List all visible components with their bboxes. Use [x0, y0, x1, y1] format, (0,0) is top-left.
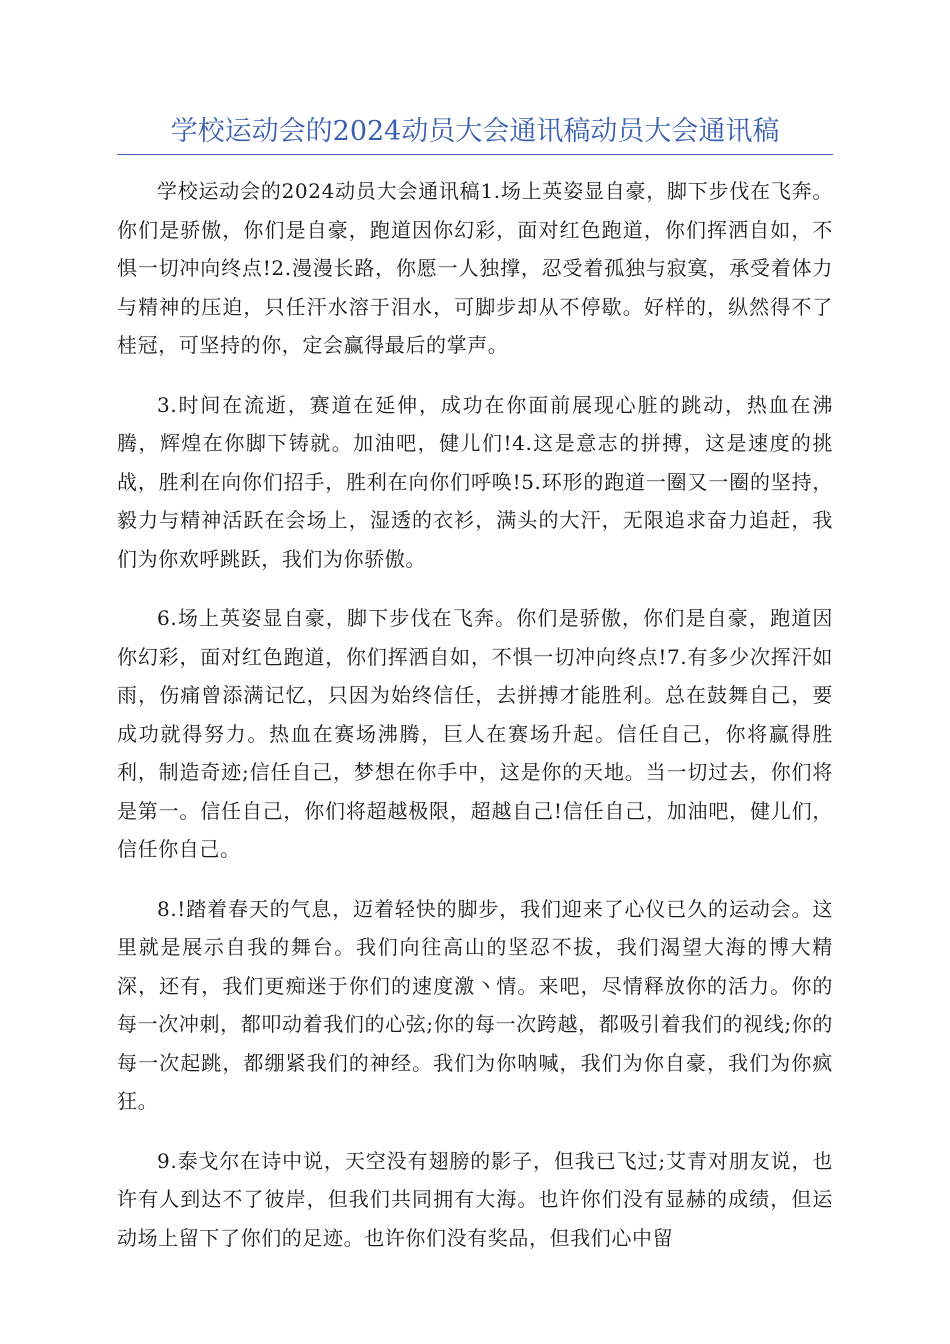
- title-underline: [117, 154, 833, 155]
- paragraph-3: 6.场上英姿显自豪，脚下步伐在飞奔。你们是骄傲，你们是自豪，跑道因你幻彩，面对红色跑道，你们挥洒自如，不惧一切冲向终点!7.有多少次挥汗如雨，伤痛曾添满记忆，只因为始终信任，去拼搏才能胜利。总在鼓舞自己，要成功就得努力。热血在赛场沸腾，巨人在赛场升起。信任自己，你将赢得胜利，制造奇迹;信任自己，梦想在你手中，这是你的天地。当一切过去，你们将是第一。信任自己，你们将超越极限，超越自己!信任自己，加油吧，健儿们，信任你自己。: [117, 606, 833, 861]
- paragraph-4: 8.!踏着春天的气息，迈着轻快的脚步，我们迎来了心仪已久的运动会。这里就是展示自我的舞台。我们向往高山的坚忍不拔，我们渴望大海的博大精深，还有，我们更痴迷于你们的速度激丶情。来吧，尽情释放你的活力。你的每一次冲刺，都叩动着我们的心弦;你的每一次跨越，都吸引着我们的视线;你的每一次起跳，都绷紧我们的神经。我们为你呐喊，我们为你自豪，我们为你疯狂。: [117, 896, 833, 1113]
- document-body: [117, 172, 833, 1278]
- paragraph-5: 9.泰戈尔在诗中说，天空没有翅膀的影子，但我已飞过;艾青对朋友说，也许有人到达不了彼岸，但我们共同拥有大海。也许你们没有显赫的成绩，但运动场上留下了你们的足迹。也许你们没有奖品，但我们心中留: [117, 1148, 833, 1250]
- document-title: 学校运动会的2024动员大会通讯稿动员大会通讯稿: [170, 116, 780, 147]
- paragraph-2: 3.时间在流逝，赛道在延伸，成功在你面前展现心脏的跳动，热血在沸腾，辉煌在你脚下铸就。加油吧，健儿们!4.这是意志的拼搏，这是速度的挑战，胜利在向你们招手，胜利在向你们呼唤!5.环形的跑道一圈又一圈的坚持，毅力与精神活跃在会场上，湿透的衣衫，满头的大汗，无限追求奋力追赶，我们为你欢呼跳跃，我们为你骄傲。: [117, 392, 833, 571]
- paragraph-1: 学校运动会的2024动员大会通讯稿1.场上英姿显自豪，脚下步伐在飞奔。你们是骄傲，你们是自豪，跑道因你幻彩，面对红色跑道，你们挥洒自如，不惧一切冲向终点!2.漫漫长路，你愿一人独撑，忍受着孤独与寂寞，承受着体力与精神的压迫，只任汗水溶于泪水，可脚步却从不停歇。好样的，纵然得不了桂冠，可坚持的你，定会赢得最后的掌声。: [117, 179, 833, 357]
